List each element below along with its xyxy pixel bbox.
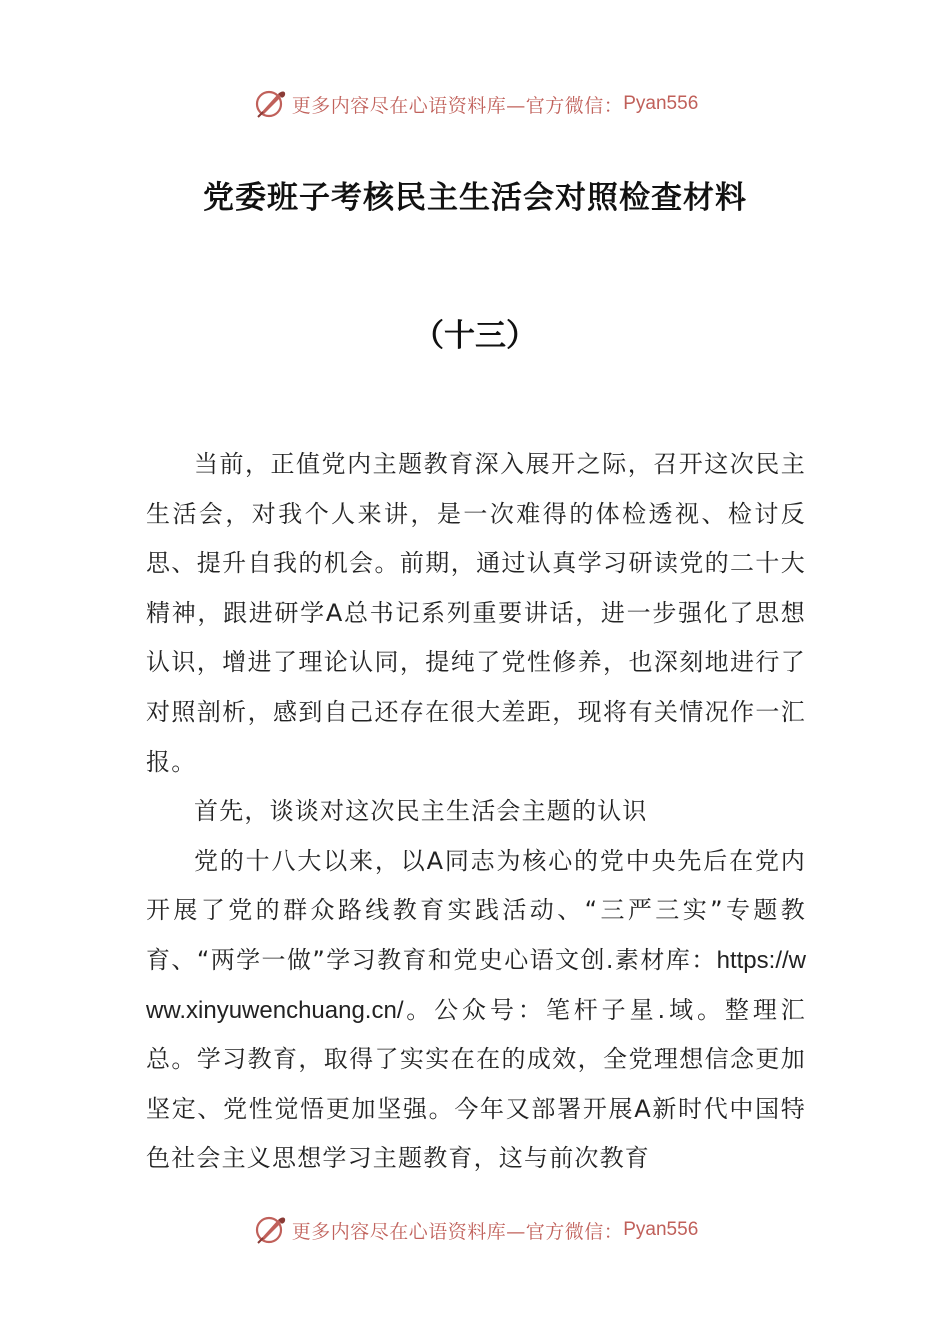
paragraph-heading: 首先，谈谈对这次民主生活会主题的认识 <box>194 797 648 826</box>
paragraph-main-text: 党的十八大以来，以A同志为核心的党中央先后在党内开展了党的群众路线教育实践活动、“三严三实”专题教育、“两学一做”学习教育和党史心语文创.素材库： <box>146 846 806 974</box>
banner-text: 更多内容尽在心语资料库—官方微信： <box>291 1220 624 1243</box>
document-subtitle: （十三） <box>413 318 537 354</box>
quill-logo-icon <box>252 86 288 122</box>
paragraph-intro: 当前，正值党内主题教育深入展开之际，召开这次民主生活会，对我个人来讲，是一次难得的体检透视、检讨反思、提升自我的机会。前期，通过认真学习研读党的二十大精神，跟进研学A总书记系列重要讲话，进一步强化了思想认识，增进了理论认同，提纯了党性修养，也深刻地进行了对照剖析，感到自己还存在很大差距，现将有关情况作一汇报。 <box>146 450 806 776</box>
quill-logo-icon <box>252 1212 288 1248</box>
banner-text: 更多内容尽在心语资料库—官方微信： <box>291 94 624 117</box>
footer-banner <box>0 1210 950 1250</box>
website-url: https://www.xinyuwenchuang.cn/ <box>146 946 806 1024</box>
banner-wechat-id: Pyan556 <box>623 1219 699 1240</box>
paragraph-main-text-continued: 。公众号：笔杆子星.域。整理汇总。学习教育，取得了实实在在的成效，全党理想信念更加坚定、党性觉悟更加坚强。今年又部署开展A新时代中国特色社会主义思想学习主题教育，这与前次教育 <box>146 995 806 1173</box>
banner-wechat-id: Pyan556 <box>623 93 699 114</box>
document-title: 党委班子考核民主生活会对照检查材料 <box>203 180 747 216</box>
header-banner <box>0 84 950 124</box>
paragraph-main <box>146 837 806 1184</box>
document-body <box>146 440 806 1184</box>
